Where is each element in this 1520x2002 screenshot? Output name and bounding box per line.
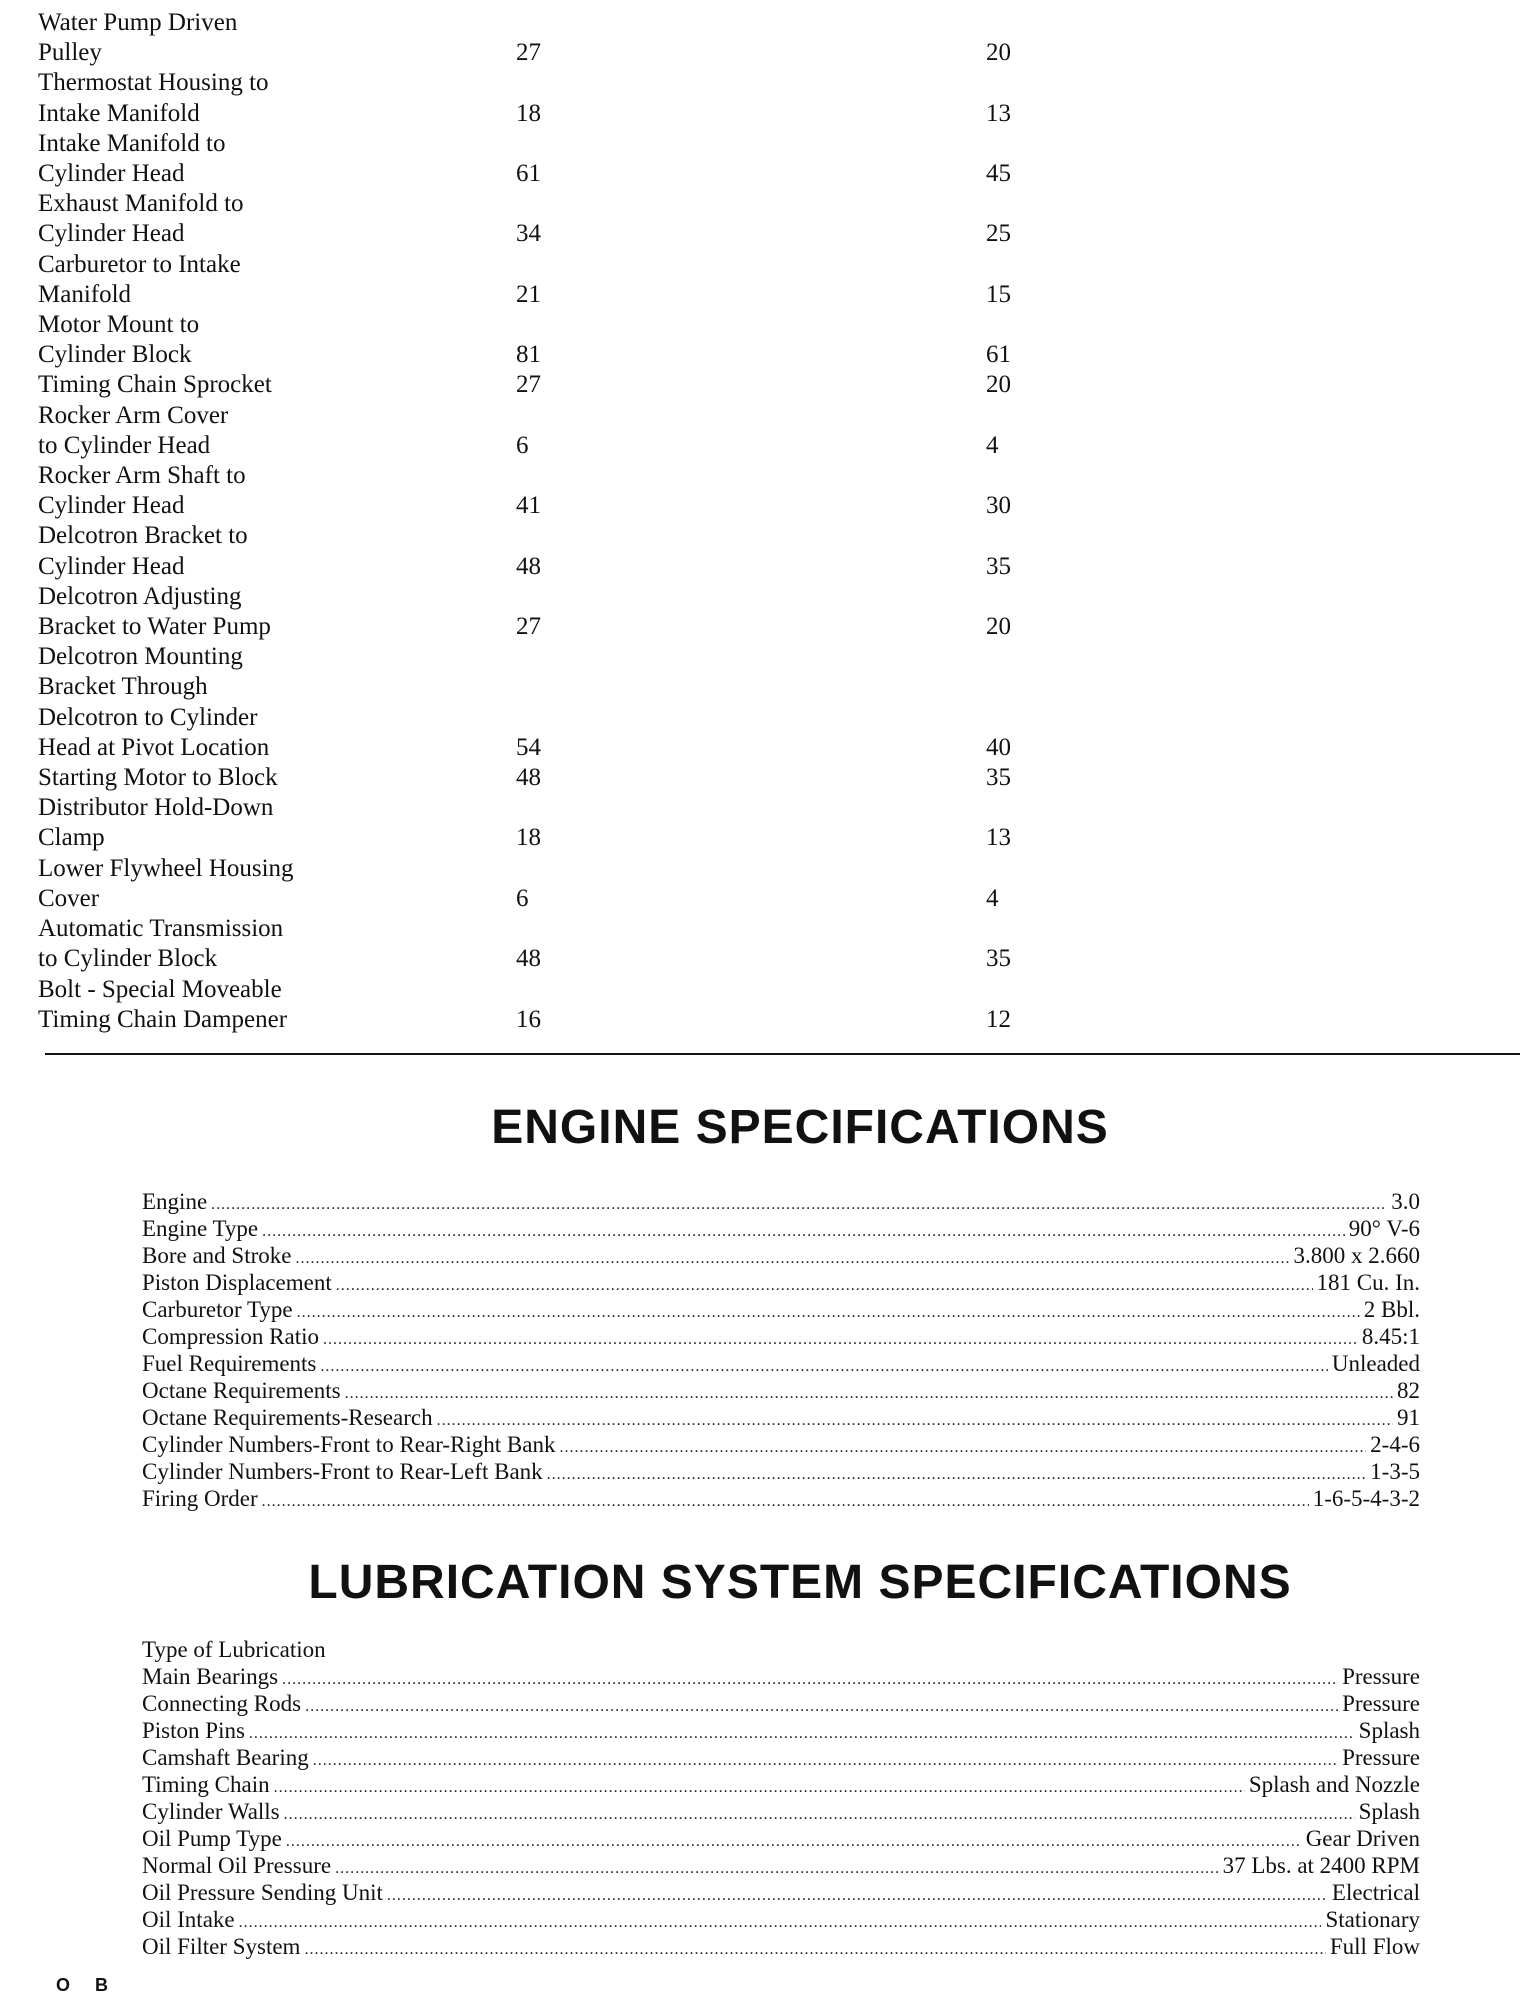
torque-row-description (38, 642, 516, 763)
torque-row-description-line: Cylinder Head (38, 220, 185, 248)
torque-row-description-line: Water Pump Driven (38, 9, 238, 36)
torque-row-description (38, 461, 516, 521)
spec-row (142, 1350, 1420, 1377)
spec-row (142, 1771, 1420, 1798)
spec-row (142, 1242, 1420, 1269)
torque-row-description (38, 793, 516, 853)
torque-row-description (38, 854, 516, 914)
spec-value: 82 (1397, 1378, 1420, 1403)
torque-row-ftlbs-value: 20 (986, 371, 1011, 399)
dot-leader (284, 1801, 1355, 1828)
torque-row (38, 975, 1138, 1035)
torque-row-description (38, 582, 516, 642)
torque-row-description (38, 310, 516, 370)
spec-value: Pressure (1342, 1664, 1420, 1689)
torque-row-description-line: Carburetor to Intake (38, 250, 241, 278)
torque-row (38, 250, 1138, 310)
lubrication-subheading-text: Type of Lubrication (142, 1637, 326, 1662)
dot-leader (323, 1326, 1358, 1353)
torque-row-ftlbs-value: 4 (986, 431, 999, 459)
spec-row (142, 1744, 1420, 1771)
spec-label: Cylinder Numbers-Front to Rear-Right Bank (142, 1432, 556, 1457)
spec-value: 1-6-5-4-3-2 (1312, 1486, 1420, 1511)
torque-row-ftlbs-value: 45 (986, 160, 1011, 188)
torque-row-description (38, 189, 516, 249)
spec-row (142, 1690, 1420, 1717)
dot-leader (274, 1774, 1245, 1801)
torque-row-ftlbs-value: 61 (986, 341, 1011, 369)
torque-row-nm-value: 27 (516, 39, 541, 67)
torque-row (38, 461, 1138, 521)
spec-row (142, 1825, 1420, 1852)
torque-row-description-line: Motor Mount to (38, 311, 200, 339)
torque-row (38, 68, 1138, 128)
torque-row-nm-value: 27 (516, 613, 541, 641)
torque-row-description-line: Rocker Arm Shaft to (38, 462, 246, 490)
torque-row-nm-value: 48 (516, 764, 541, 792)
torque-row-nm-value: 54 (516, 733, 541, 761)
torque-row-description (38, 129, 516, 189)
dot-leader (320, 1353, 1327, 1380)
torque-row-ftlbs-value: 12 (986, 1005, 1011, 1033)
lubrication-specifications-list (142, 1636, 1420, 1960)
torque-row-description-line: Cylinder Head (38, 552, 185, 580)
torque-row-nm-value: 61 (516, 160, 541, 188)
torque-row (38, 793, 1138, 853)
dot-leader (559, 1434, 1366, 1461)
torque-row (38, 8, 1138, 68)
torque-row (38, 370, 1138, 400)
torque-row (38, 401, 1138, 461)
spec-value: 37 Lbs. at 2400 RPM (1222, 1853, 1420, 1878)
torque-row-description-line: Exhaust Manifold to (38, 190, 244, 218)
torque-row-description (38, 521, 516, 581)
torque-row-description (38, 763, 516, 793)
spec-value: Splash and Nozzle (1248, 1772, 1420, 1797)
dot-leader (304, 1936, 1325, 1963)
torque-row-description-line: Head at Pivot Location (38, 733, 270, 761)
torque-row-description (38, 401, 516, 461)
torque-row-ftlbs-value: 35 (986, 945, 1011, 973)
spec-label: Compression Ratio (142, 1324, 319, 1349)
spec-label: Firing Order (142, 1486, 258, 1511)
torque-row-nm-value: 18 (516, 99, 541, 127)
page-footer-marker: O B (56, 1975, 109, 1995)
spec-value: 2-4-6 (1370, 1432, 1420, 1457)
spec-label: Oil Pump Type (142, 1826, 282, 1851)
spec-label: Camshaft Bearing (142, 1745, 309, 1770)
torque-row-nm-value: 48 (516, 945, 541, 973)
spec-row (142, 1879, 1420, 1906)
spec-value: Full Flow (1329, 1934, 1420, 1959)
torque-row-ftlbs-value: 35 (986, 764, 1011, 792)
torque-row-ftlbs-value: 25 (986, 220, 1011, 248)
torque-row-nm-value: 27 (516, 371, 541, 399)
torque-row-description-line: Delcotron Bracket to (38, 522, 248, 550)
dot-leader (297, 1299, 1360, 1326)
spec-row (142, 1377, 1420, 1404)
torque-row-ftlbs-value: 30 (986, 492, 1011, 520)
torque-row (38, 129, 1138, 189)
torque-row-ftlbs-value: 13 (986, 824, 1011, 852)
spec-row (142, 1933, 1420, 1960)
torque-row-description-line: Pulley (38, 39, 102, 67)
spec-row (142, 1906, 1420, 1933)
spec-row (142, 1188, 1420, 1215)
spec-row (142, 1404, 1420, 1431)
torque-row (38, 763, 1138, 793)
torque-row (38, 854, 1138, 914)
spec-value: Electrical (1331, 1880, 1420, 1905)
spec-row (142, 1215, 1420, 1242)
torque-row-description-line: Cylinder Head (38, 492, 185, 520)
dot-leader (345, 1380, 1393, 1407)
torque-row-description (38, 914, 516, 974)
engine-specifications-list (142, 1188, 1420, 1512)
spec-value: 181 Cu. In. (1316, 1270, 1420, 1295)
torque-row-description-line: Bolt - Special Moveable (38, 975, 282, 1003)
spec-label: Cylinder Walls (142, 1799, 280, 1824)
spec-label: Fuel Requirements (142, 1351, 317, 1376)
torque-row-description-line: Bracket Through (38, 673, 208, 701)
torque-row-description-line: Delcotron Adjusting (38, 582, 242, 610)
torque-row-description-line: Delcotron to Cylinder (38, 703, 258, 731)
torque-row (38, 582, 1138, 642)
torque-row-nm-value: 16 (516, 1005, 541, 1033)
torque-row-nm-value: 18 (516, 824, 541, 852)
spec-value: 91 (1397, 1405, 1420, 1430)
spec-label: Engine (142, 1189, 208, 1214)
torque-row-ftlbs-value: 40 (986, 733, 1011, 761)
spec-label: Timing Chain (142, 1772, 270, 1797)
dot-leader (387, 1882, 1328, 1909)
dot-leader (547, 1461, 1367, 1488)
spec-row (142, 1269, 1420, 1296)
torque-row-description-line: to Cylinder Block (38, 945, 218, 973)
torque-row (38, 189, 1138, 249)
dot-leader (313, 1747, 1338, 1774)
torque-row-description (38, 8, 516, 68)
spec-label: Oil Filter System (142, 1934, 301, 1959)
spec-row (142, 1798, 1420, 1825)
spec-label: Normal Oil Pressure (142, 1853, 332, 1878)
dot-leader (286, 1828, 1302, 1855)
torque-row-ftlbs-value: 20 (986, 39, 1011, 67)
spec-label: Bore and Stroke (142, 1243, 292, 1268)
torque-row-description-line: Manifold (38, 280, 132, 308)
dot-leader (249, 1720, 1355, 1747)
dot-leader (282, 1666, 1338, 1693)
spec-row (142, 1663, 1420, 1690)
torque-row-description-line: Cylinder Head (38, 160, 185, 188)
torque-row-description-line: Bracket to Water Pump (38, 613, 271, 641)
dot-leader (295, 1245, 1289, 1272)
spec-label: Octane Requirements-Research (142, 1405, 433, 1430)
spec-value: Pressure (1342, 1745, 1420, 1770)
spec-value: Splash (1358, 1718, 1420, 1743)
spec-label: Oil Intake (142, 1907, 235, 1932)
torque-row (38, 521, 1138, 581)
dot-leader (437, 1407, 1393, 1434)
spec-row (142, 1431, 1420, 1458)
spec-label: Engine Type (142, 1216, 259, 1241)
torque-row-nm-value: 81 (516, 341, 541, 369)
spec-label: Piston Pins (142, 1718, 245, 1743)
torque-row-description-line: Distributor Hold-Down (38, 794, 274, 822)
spec-value: Unleaded (1331, 1351, 1420, 1376)
torque-row-nm-value: 21 (516, 280, 541, 308)
spec-row (142, 1485, 1420, 1512)
torque-row-description-line: Intake Manifold to (38, 129, 226, 157)
torque-row-nm-value: 48 (516, 552, 541, 580)
spec-value: 3.0 (1391, 1189, 1420, 1214)
torque-row-nm-value: 41 (516, 492, 541, 520)
torque-row-description-line: Clamp (38, 824, 105, 852)
spec-row (142, 1717, 1420, 1744)
torque-row-description (38, 975, 516, 1035)
torque-row-description-line: to Cylinder Head (38, 431, 211, 459)
torque-row-ftlbs-value: 20 (986, 613, 1011, 641)
torque-row-description-line: Lower Flywheel Housing (38, 854, 294, 882)
torque-row (38, 642, 1138, 763)
torque-row-ftlbs-value: 15 (986, 280, 1011, 308)
spec-value: Pressure (1342, 1691, 1420, 1716)
torque-row-nm-value: 6 (516, 884, 529, 912)
spec-value: 2 Bbl. (1363, 1297, 1420, 1322)
dot-leader (336, 1272, 1313, 1299)
torque-row-description (38, 250, 516, 310)
spec-label: Main Bearings (142, 1664, 279, 1689)
section-divider (45, 1053, 1520, 1055)
dot-leader (239, 1909, 1322, 1936)
dot-leader (335, 1855, 1218, 1882)
spec-label: Carburetor Type (142, 1297, 293, 1322)
torque-row-description-line: Intake Manifold (38, 99, 200, 127)
torque-row-description-line: Cylinder Block (38, 341, 192, 369)
spec-label: Oil Pressure Sending Unit (142, 1880, 383, 1905)
torque-row-description-line: Automatic Transmission (38, 915, 284, 943)
spec-label: Piston Displacement (142, 1270, 332, 1295)
torque-row-description-line: Thermostat Housing to (38, 69, 269, 97)
lubrication-specifications-heading: LUBRICATION SYSTEM SPECIFICATIONS (308, 1556, 1292, 1609)
torque-row (38, 310, 1138, 370)
spec-row (142, 1852, 1420, 1879)
torque-row-description-line: Timing Chain Dampener (38, 1005, 288, 1033)
dot-leader (262, 1218, 1345, 1245)
torque-row-ftlbs-value: 4 (986, 884, 999, 912)
torque-row-description-line: Cover (38, 884, 100, 912)
spec-label: Cylinder Numbers-Front to Rear-Left Bank (142, 1459, 543, 1484)
torque-row-description-line: Delcotron Mounting (38, 643, 243, 671)
spec-row (142, 1296, 1420, 1323)
torque-row-ftlbs-value: 13 (986, 99, 1011, 127)
dot-leader (211, 1191, 1387, 1218)
torque-row-description (38, 370, 516, 400)
spec-label: Connecting Rods (142, 1691, 302, 1716)
torque-row-ftlbs-value: 35 (986, 552, 1011, 580)
spec-row (142, 1323, 1420, 1350)
torque-table (38, 8, 1138, 1035)
torque-row-nm-value: 6 (516, 431, 529, 459)
spec-value: Stationary (1325, 1907, 1420, 1932)
dot-leader (262, 1488, 1309, 1515)
torque-row-nm-value: 34 (516, 220, 541, 248)
torque-row-description-line: Starting Motor to Block (38, 764, 278, 792)
torque-row-description-line: Timing Chain Sprocket (38, 371, 272, 399)
spec-value: Splash (1358, 1799, 1420, 1824)
spec-value: Gear Driven (1305, 1826, 1420, 1851)
dot-leader (305, 1693, 1338, 1720)
spec-label: Octane Requirements (142, 1378, 341, 1403)
spec-value: 3.800 x 2.660 (1293, 1243, 1420, 1268)
engine-specifications-heading: ENGINE SPECIFICATIONS (491, 1101, 1109, 1154)
torque-row (38, 914, 1138, 974)
torque-row-description-line: Rocker Arm Cover (38, 401, 229, 429)
spec-row (142, 1458, 1420, 1485)
torque-row-description (38, 68, 516, 128)
spec-value: 90° V-6 (1348, 1216, 1420, 1241)
spec-value: 1-3-5 (1370, 1459, 1420, 1484)
spec-value: 8.45:1 (1361, 1324, 1420, 1349)
lubrication-subheading (142, 1636, 1420, 1663)
